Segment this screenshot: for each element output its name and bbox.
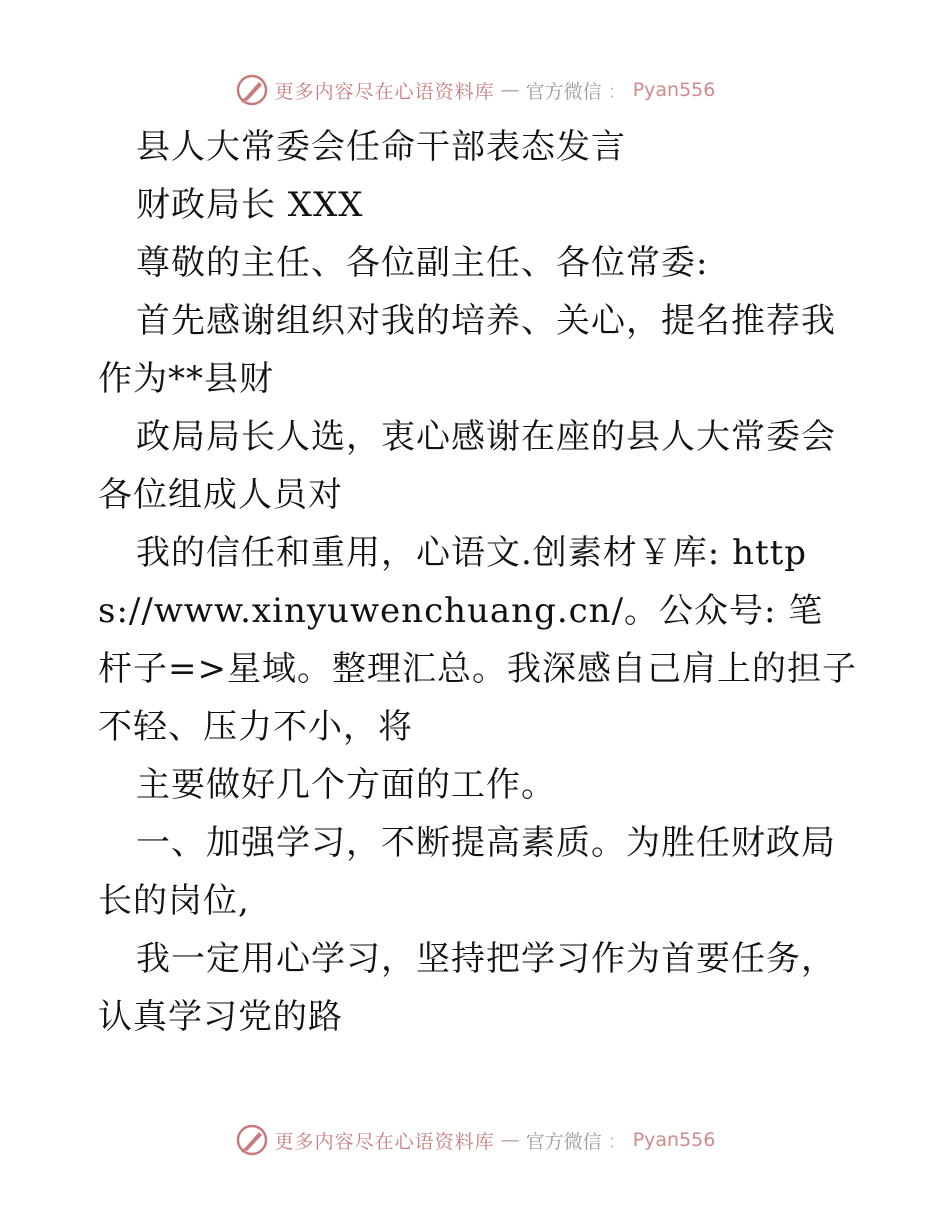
doc-paragraph: 一、加强学习，不断提高素质。为胜任财政局长的岗位,	[98, 823, 836, 921]
doc-paragraph: 政局局长人选，衷心感谢在座的县人大常委会各位组成人员对	[98, 417, 836, 515]
doc-paragraph: 我的信任和重用，心语文.创素材￥库: https://www.xinyuwenchuang.cn/。公众号: 笔杆子=>星域。整理汇总。我深感自己肩上的担子不轻、压力不小，将	[98, 533, 857, 747]
watermark-dash: —	[500, 1129, 520, 1151]
document-body	[98, 118, 858, 1046]
watermark-colon: ：	[607, 1130, 627, 1153]
watermark-brand: 更多内容尽在心语资料库	[274, 1130, 495, 1153]
watermark-id: Pyan556	[632, 1129, 716, 1151]
doc-paragraph: 我一定用心学习，坚持把学习作为首要任务，认真学习党的路	[98, 939, 836, 1037]
watermark-official: 官方微信	[525, 80, 602, 103]
doc-salutation: 尊敬的主任、各位副主任、各位常委:	[136, 243, 709, 283]
watermark-official: 官方微信	[525, 1130, 602, 1153]
watermark-colon: ：	[607, 80, 627, 103]
doc-title: 县人大常委会任命干部表态发言	[136, 127, 626, 167]
quill-pen-icon	[235, 1123, 269, 1157]
quill-pen-icon	[235, 73, 269, 107]
footer-watermark	[0, 1120, 950, 1160]
doc-author: 财政局长 XXX	[136, 185, 364, 225]
doc-paragraph: 主要做好几个方面的工作。	[136, 765, 556, 805]
watermark-brand: 更多内容尽在心语资料库	[274, 80, 495, 103]
watermark-id: Pyan556	[632, 79, 716, 101]
watermark-dash: —	[500, 79, 520, 101]
header-watermark	[0, 70, 950, 110]
doc-paragraph: 首先感谢组织对我的培养、关心，提名推荐我作为**县财	[98, 301, 836, 399]
